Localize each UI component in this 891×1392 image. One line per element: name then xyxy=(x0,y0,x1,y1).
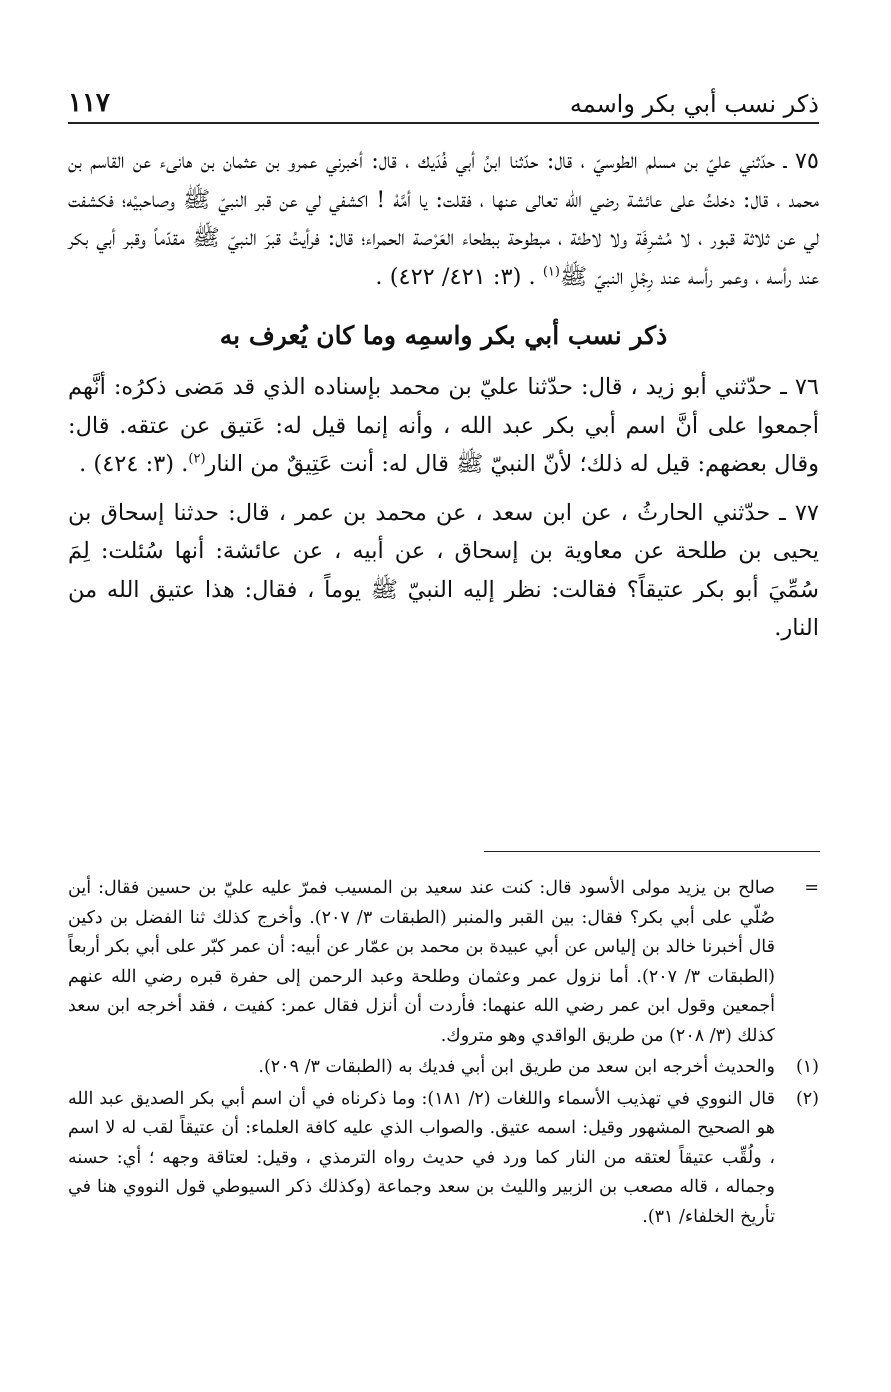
page-header xyxy=(68,78,819,124)
footnote-2 xyxy=(68,1085,819,1233)
hadith-76 xyxy=(68,368,819,484)
hadith-77-text: ٧٧ ـ حدّثني الحارثُ ، عن ابن سعد ، عن محمد بن عمر ، قال: حدثنا إسحاق بن يحيى بن طلحة عن معاوية بن إسحاق ، عن أبيه ، عن عائشة: أنها سُئلت: لِمَ سُمِّيَ أبو بكر عتيقاً؟ فقالت: نظر إليه النبيّ ﷺ يوماً ، فقال: هذا عتيق الله من النار. xyxy=(68,499,819,641)
footnote-divider xyxy=(484,851,820,852)
running-title: ذكر نسب أبي بكر واسمه xyxy=(569,90,819,118)
hadith-75 xyxy=(68,142,819,296)
footnote-1 xyxy=(68,1053,819,1083)
hadith-76-citation: . (٣: ٤٢٤) . xyxy=(79,451,189,477)
footnote-continued xyxy=(68,874,819,1051)
footnote-ref-1: (١) xyxy=(542,264,560,279)
hadith-75-text: ٧٥ ـ حدّثني عليّ بن مسلم الطوسيّ ، قال: حدّثنا ابنُ أبي فُدَيك ، قال: أخبرني عمرو بن عثمان بن هانىء عن القاسم بن محمد ، قال: دخلتُ على عائشة رضي الله تعالى عنها ، فقلت: يا أمَّهْ ! اكشفي لي عن قبر النبيّ ﷺ وصاحبيْه؛ فكشفت لي عن ثلاثة قبور ، لا مُشرِفَة ولا لاطئة ، مبطوحة ببطحاء العَرْصة الحمراء؛ قال: فرأيتُ قبرَ النبيّ ﷺ مقدّماً وقبر أبي بكر عند رأسه ، وعمر رأسه عند رِجْلِ النبيّ ﷺ xyxy=(68,148,819,290)
footnote-text: صالح بن يزيد مولى الأسود قال: كنت عند سعيد بن المسيب فمرّ عليه عليّ بن حسين فقال: أين صُلّي على أبي بكر؟ فقال: بين القبر والمنبر (الطبقات ٣/ ٢٠٧). وأخرج كذلك ثنا الفضل بن دكين قال أخبرنا خالد بن إلياس عن أبي عبيدة بن محمد بن عمّار عن أبيه: أن عمر كبّر على أبي بكر أربعاً (الطبقات ٣/ ٢٠٧). أما نزول عمر وعثمان وطلحة وعبد الرحمن إلى حفرة قبره رضي الله عنهم أجمعين وقول ابن عمر رضي الله عنهما: فأردت أن أنزل فقال عمر: كفيت ، فقد أخرجه ابن سعد كذلك (٣/ ٢٠٨) من طريق الواقدي وهو متروك. xyxy=(68,878,776,1046)
hadith-75-citation: . (٣: ٤٢١/ ٤٢٢) . xyxy=(375,263,543,290)
footnote-marker: (٢) xyxy=(795,1088,819,1109)
page-number: ١١٧ xyxy=(68,88,110,118)
footnotes xyxy=(68,874,819,1234)
footnote-text: قال النووي في تهذيب الأسماء واللغات (٢/ ١٨١): وما ذكرناه في أن اسم أبي بكر الصديق عبد الله هو الصحيح المشهور وقيل: اسمه عتيق. والصواب الذي عليه كافة العلماء: أن عتيقاً لقب له لا اسم ، ولُقِّب عتيقاً لعتقه من النار كما ورد في حديث رواه الترمذي ، وقيل: لعتاقة وجهه ؛ أي: حسنه وجماله ، قاله مصعب بن الزبير والليث بن سعد وجماعة (وكذلك ذكر السيوطي قول النووي هنا في تأريخ الخلفاء/ ٣١). xyxy=(68,1088,776,1227)
footnote-text: والحديث أخرجه ابن سعد من طريق ابن أبي فديك به (الطبقات ٣/ ٢٠٩). xyxy=(258,1057,775,1077)
section-heading: ذكر نسب أبي بكر واسمِه وما كان يُعرف به xyxy=(219,321,668,350)
footnote-marker: = xyxy=(804,878,819,898)
footnote-marker: (١) xyxy=(795,1057,819,1077)
hadith-76-text: ٧٦ ـ حدّثني أبو زيد ، قال: حدّثنا عليّ بن محمد بإسناده الذي قد مَضى ذكرُه: أنَّهم أجمعوا على أنَّ اسم أبي بكر عبد الله ، وأنه إنما قيل له: عَتيق عن عتقه. قال: وقال بعضهم: قيل له ذلك؛ لأنّ النبيّ ﷺ قال له: أنت عَتِيقٌ من النار xyxy=(68,374,819,477)
main-text xyxy=(68,142,819,658)
footnote-ref-2: (٢) xyxy=(188,451,206,467)
hadith-77 xyxy=(68,494,819,648)
